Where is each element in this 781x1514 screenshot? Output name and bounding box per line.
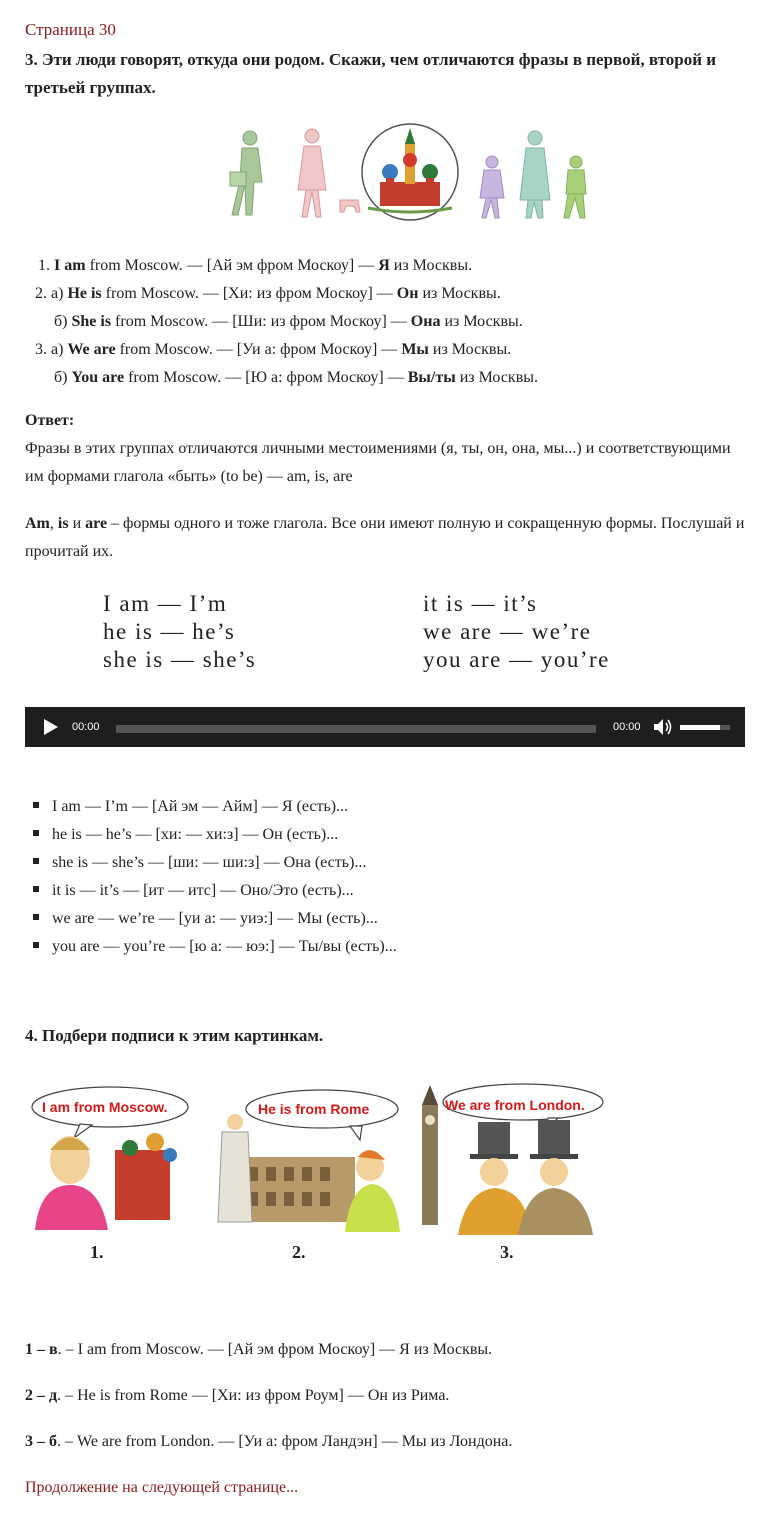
list-item: we are — we’re — [уи а: — уиэ:] — Мы (есть)... <box>33 905 378 933</box>
st-basils-circle <box>362 124 458 220</box>
contraction: she is — she’s <box>103 647 257 672</box>
contraction: you are — you’re <box>423 647 610 672</box>
list-item: you are — you’re — [ю а: — юэ:] — Ты/вы (есть)... <box>33 933 397 961</box>
contraction: he is — he’s <box>103 619 236 644</box>
page-title: Страница 30 <box>25 20 116 39</box>
answer-1: 1 – в. – I am from Moscow. — [Ай эм фром Москоу] — Я из Москвы. <box>25 1341 493 1358</box>
task-4-title: 4. Подбери подписи к этим картинкам. <box>25 1026 324 1045</box>
volume-slider[interactable] <box>680 725 730 730</box>
list-item: she is — she’s — [ши: — ши:з] — Она (есть)... <box>33 849 366 877</box>
answer-3: 3 – б. – We are from London. — [Уи а: фром Ландэн] — Мы из Лондона. <box>25 1433 513 1450</box>
list-item: it is — it’s — [ит — итс] — Оно/Это (есть)... <box>33 877 354 905</box>
picture-3 <box>418 1080 608 1262</box>
line-2b: б) She is from Moscow. — [Ши: из фром Москоу] — Она из Москвы. <box>54 313 523 330</box>
woman-with-dog-figure <box>298 129 360 217</box>
volume-icon[interactable] <box>653 718 673 736</box>
picture-1-caption: I am from Moscow. <box>42 1099 168 1115</box>
contraction: I am — I’m <box>103 591 228 616</box>
progress-bar[interactable] <box>116 725 596 733</box>
answer-2: 2 – д. – He is from Rome — [Хи: из фром Роум] — Он из Рима. <box>25 1387 450 1404</box>
woman-figure <box>520 131 550 218</box>
man-with-bag-figure <box>230 131 262 215</box>
picture-3-number: 3. <box>500 1242 514 1262</box>
girl-figure <box>480 156 504 218</box>
answer-text: Фразы в этих группах отличаются личными местоимениями (я, ты, он, она, мы...) и соответствующими им формами глагола «быть» (to be) — am, is, are <box>25 440 731 485</box>
volume-level <box>680 725 720 730</box>
line-1: 1. I am from Moscow. — [Ай эм фром Москоу] — Я из Москвы. <box>38 257 473 274</box>
people-walking-illustration <box>200 120 590 225</box>
picture-2-caption: He is from Rome <box>258 1101 370 1117</box>
task-3-title: 3. Эти люди говорят, откуда они родом. Скажи, чем отличаются фразы в первой, второй и третьей группах. <box>25 50 717 97</box>
play-icon[interactable] <box>43 718 59 736</box>
list-item: I am — I’m — [Ай эм — Айм] — Я (есть)... <box>33 793 348 821</box>
answer-label: Ответ: <box>25 412 75 429</box>
forms-paragraph: Am, is и are – формы одного и тоже глагола. Все они имеют полную и сокращенную формы. Послушай и прочитай их. <box>25 515 745 560</box>
contractions-left <box>103 590 256 674</box>
line-3a: 3. а) We are from Moscow. — [Уи а: фром Москоу] — Мы из Москвы. <box>35 341 512 358</box>
picture-2-number: 2. <box>292 1242 306 1262</box>
contraction: it is — it’s <box>423 591 538 616</box>
boy-figure <box>564 156 586 218</box>
picture-2 <box>210 1082 405 1262</box>
list-item: he is — he’s — [хи: — хи:з] — Он (есть)... <box>33 821 338 849</box>
continue-link[interactable]: Продолжение на следующей странице... <box>25 1479 299 1496</box>
duration: 00:00 <box>613 721 641 733</box>
picture-1 <box>30 1080 205 1262</box>
line-3b: б) You are from Moscow. — [Ю а: фром Москоу] — Вы/ты из Москвы. <box>54 369 539 386</box>
picture-3-caption: We are from London. <box>445 1097 585 1113</box>
picture-1-number: 1. <box>90 1242 104 1262</box>
current-time: 00:00 <box>72 721 100 733</box>
line-2a: 2. а) He is from Moscow. — [Хи: из фром Москоу] — Он из Москвы. <box>35 285 501 302</box>
contraction: we are — we’re <box>423 619 592 644</box>
audio-player <box>25 707 745 747</box>
contractions-right <box>423 590 610 674</box>
